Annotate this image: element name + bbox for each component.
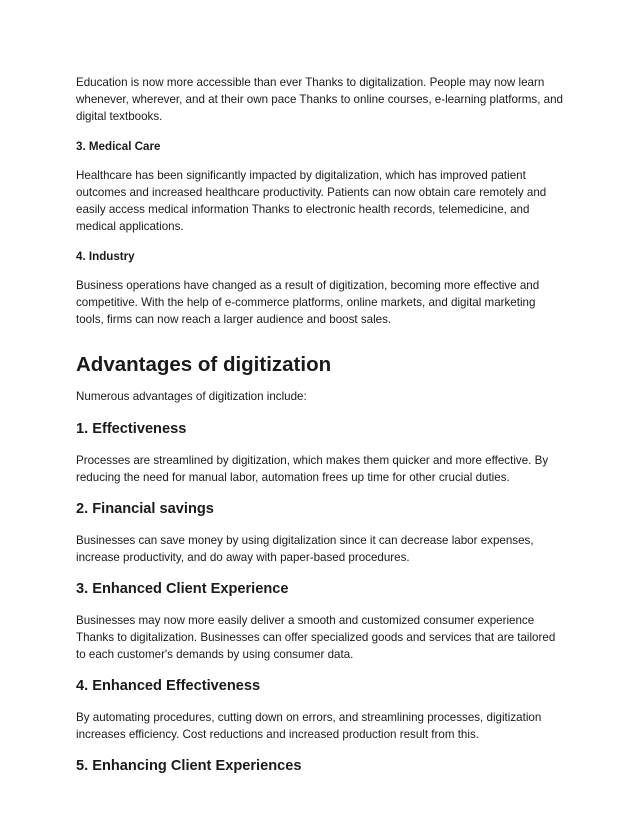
industry-heading: 4. Industry [76,250,135,263]
medical-care-paragraph: Healthcare has been significantly impacted by digitalization, which has improved patient outcomes and increased healthcare productivity. Patients can now obtain care remotely and easily access medical information Thanks to electronic health records, telemedicine, and medical applications. [76,169,547,233]
financial-savings-heading: 2. Financial savings [76,501,214,517]
advantages-title: Advantages of digitization [76,353,332,376]
medical-care-heading: 3. Medical Care [76,140,161,153]
document-page [76,74,566,775]
effectiveness-paragraph: Processes are streamlined by digitization, which makes them quicker and more effective. By reducing the need for manual labor, automation frees up time for other crucial duties. [76,454,549,484]
enhancing-client-experiences-heading: 5. Enhancing Client Experiences [76,758,302,774]
advantages-intro: Numerous advantages of digitization include: [76,390,307,403]
education-paragraph: Education is now more accessible than ever Thanks to digitalization. People may now learn whenever, wherever, and at their own pace Thanks to online courses, e-learning platforms, and digital textbooks. [76,76,564,123]
enhanced-client-experience-heading: 3. Enhanced Client Experience [76,581,289,597]
enhanced-effectiveness-paragraph: By automating procedures, cutting down on errors, and streamlining processes, digitization increases efficiency. Cost reductions and increased production result from this. [76,711,542,741]
effectiveness-heading: 1. Effectiveness [76,421,187,437]
enhanced-effectiveness-heading: 4. Enhanced Effectiveness [76,678,261,694]
industry-paragraph: Business operations have changed as a result of digitization, becoming more effective and competitive. With the help of e-commerce platforms, online markets, and digital marketing tools, firms can now reach a larger audience and boost sales. [76,279,540,326]
enhanced-client-experience-paragraph: Businesses may now more easily deliver a smooth and customized consumer experience Thanks to digitalization. Businesses can offer specialized goods and services that are tailored to each customer's demands by using consumer data. [76,614,556,661]
financial-savings-paragraph: Businesses can save money by using digitalization since it can decrease labor expenses, increase productivity, and do away with paper-based procedures. [76,534,534,564]
